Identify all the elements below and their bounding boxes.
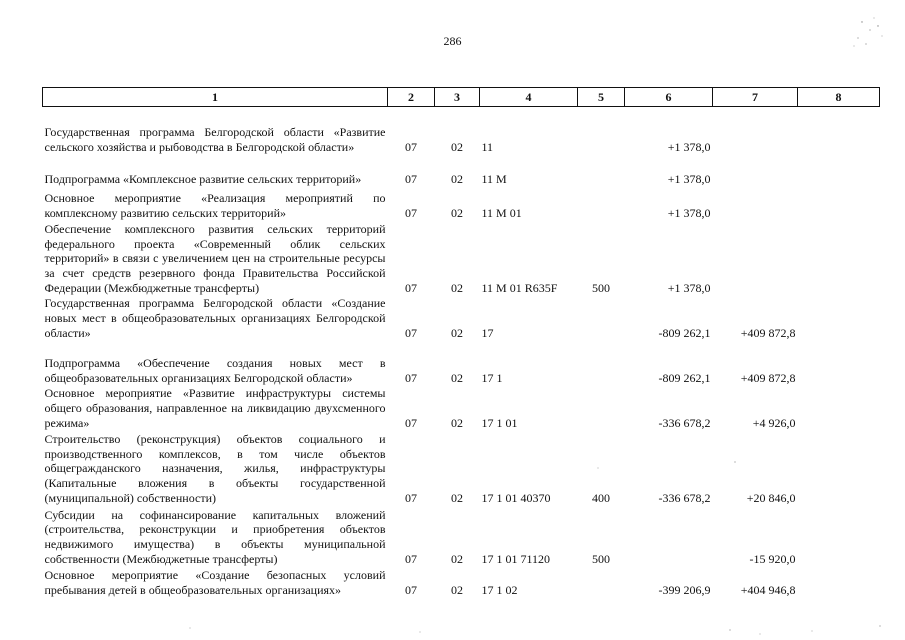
target-article-code: 11 М bbox=[481, 171, 507, 186]
expense-type-code bbox=[578, 341, 625, 386]
amount-col8 bbox=[798, 431, 880, 506]
amount-col7: -15 920,0 bbox=[749, 551, 796, 566]
expense-type-code bbox=[578, 155, 625, 187]
expense-type-code bbox=[578, 386, 625, 431]
row-description: Основное мероприятие «Создание безопасных условий пребывания детей в общеобразовательных организациях» bbox=[44, 568, 386, 597]
col-header-6: 6 bbox=[625, 88, 713, 107]
expense-type-code: 400 bbox=[592, 490, 610, 505]
amount-col7 bbox=[713, 107, 798, 155]
section-code: 07 bbox=[405, 139, 417, 154]
target-article-code: 17 1 01 bbox=[481, 415, 518, 430]
expense-type-code bbox=[578, 296, 625, 341]
subsection-code: 02 bbox=[451, 551, 463, 566]
amount-col6: -336 678,2 bbox=[658, 415, 711, 430]
target-article-code: 11 М 01 R635F bbox=[481, 280, 558, 295]
table-row bbox=[43, 506, 880, 567]
amount-col7 bbox=[713, 155, 798, 187]
row-description: Субсидии на софинансирование капитальных вложений (строительства, реконструкции и приобретения объектов недвижимого имущества) в объекты муниципальной собственности (Межбюджетные трансферты) bbox=[44, 507, 386, 566]
amount-col7: +409 872,8 bbox=[740, 325, 796, 340]
col-header-5: 5 bbox=[578, 88, 625, 107]
row-description: Строительство (реконструкция) объектов социального и производственного комплексов, в том числе объектов общегражданского назначения, жилья, инфраструктуры (Капитальные вложения в объекты государственной (муниципальной) собственности) bbox=[44, 431, 386, 505]
amount-col7: +4 926,0 bbox=[752, 415, 796, 430]
col-header-2: 2 bbox=[388, 88, 435, 107]
section-code: 07 bbox=[405, 551, 417, 566]
row-description: Основное мероприятие «Развитие инфраструктуры системы общего образования, направленное на ликвидацию двухсменного режима» bbox=[44, 386, 386, 430]
table-row bbox=[43, 567, 880, 598]
amount-col7: +20 846,0 bbox=[746, 490, 796, 505]
expense-type-code bbox=[578, 107, 625, 155]
expense-type-code bbox=[578, 187, 625, 221]
subsection-code: 02 bbox=[451, 280, 463, 295]
expense-type-code: 500 bbox=[592, 280, 610, 295]
subsection-code: 02 bbox=[451, 415, 463, 430]
section-code: 07 bbox=[405, 582, 417, 597]
section-code: 07 bbox=[405, 171, 417, 186]
col-header-7: 7 bbox=[713, 88, 798, 107]
target-article-code: 11 bbox=[481, 139, 494, 154]
amount-col7: +404 946,8 bbox=[740, 582, 796, 597]
amount-col6: +1 378,0 bbox=[667, 139, 711, 154]
subsection-code: 02 bbox=[451, 139, 463, 154]
amount-col6: -399 206,9 bbox=[658, 582, 711, 597]
section-code: 07 bbox=[405, 205, 417, 220]
target-article-code: 17 1 02 bbox=[481, 582, 518, 597]
table-row bbox=[43, 341, 880, 386]
amount-col7 bbox=[713, 221, 798, 296]
expense-type-code bbox=[578, 567, 625, 598]
amount-col7: +409 872,8 bbox=[740, 370, 796, 385]
subsection-code: 02 bbox=[451, 325, 463, 340]
col-header-4: 4 bbox=[480, 88, 578, 107]
subsection-code: 02 bbox=[451, 582, 463, 597]
amount-col8 bbox=[798, 341, 880, 386]
row-description: Обеспечение комплексного развития сельских территорий федерального проекта «Современный облик сельских территорий» в связи с увеличением цен на строительные ресурсы за счет средств резервного фонда Правительства Российской Федерации (Межбюджетные трансферты) bbox=[44, 221, 386, 295]
col-header-3: 3 bbox=[435, 88, 480, 107]
amount-col8 bbox=[798, 221, 880, 296]
section-code: 07 bbox=[405, 415, 417, 430]
amount-col6: +1 378,0 bbox=[667, 171, 711, 186]
amount-col7 bbox=[713, 187, 798, 221]
table-row bbox=[43, 187, 880, 221]
amount-col6: -809 262,1 bbox=[658, 370, 711, 385]
table-row bbox=[43, 107, 880, 155]
target-article-code: 17 1 01 71120 bbox=[481, 551, 551, 566]
amount-col8 bbox=[798, 506, 880, 567]
amount-col6: -809 262,1 bbox=[658, 325, 711, 340]
subsection-code: 02 bbox=[451, 171, 463, 186]
amount-col6: +1 378,0 bbox=[667, 280, 711, 295]
row-description: Подпрограмма «Комплексное развитие сельских территорий» bbox=[44, 171, 362, 186]
amount-col8 bbox=[798, 107, 880, 155]
amount-col8 bbox=[798, 155, 880, 187]
row-description: Государственная программа Белгородской области «Создание новых мест в общеобразовательных организациях Белгородской области» bbox=[44, 296, 386, 340]
table-row bbox=[43, 431, 880, 506]
amount-col6: -336 678,2 bbox=[658, 490, 711, 505]
table-row bbox=[43, 155, 880, 187]
section-code: 07 bbox=[405, 370, 417, 385]
amount-col8 bbox=[798, 187, 880, 221]
section-code: 07 bbox=[405, 280, 417, 295]
row-description: Подпрограмма «Обеспечение создания новых мест в общеобразовательных организациях Белгородской области» bbox=[44, 356, 386, 385]
budget-table bbox=[42, 87, 880, 598]
row-description: Государственная программа Белгородской области «Развитие сельского хозяйства и рыбоводства в Белгородской области» bbox=[44, 125, 386, 154]
target-article-code: 17 1 bbox=[481, 370, 503, 385]
subsection-code: 02 bbox=[451, 490, 463, 505]
section-code: 07 bbox=[405, 325, 417, 340]
amount-col8 bbox=[798, 296, 880, 341]
page-number: 286 bbox=[443, 34, 462, 48]
section-code: 07 bbox=[405, 490, 417, 505]
table-row bbox=[43, 221, 880, 296]
amount-col8 bbox=[798, 567, 880, 598]
target-article-code: 17 1 01 40370 bbox=[481, 490, 551, 505]
subsection-code: 02 bbox=[451, 370, 463, 385]
expense-type-code: 500 bbox=[592, 551, 610, 566]
col-header-1: 1 bbox=[43, 88, 388, 107]
subsection-code: 02 bbox=[451, 205, 463, 220]
table-row bbox=[43, 296, 880, 341]
header-row bbox=[43, 88, 880, 107]
table-row bbox=[43, 386, 880, 431]
amount-col6 bbox=[625, 506, 713, 567]
row-description: Основное мероприятие «Реализация мероприятий по комплексному развитию сельских территорий» bbox=[44, 191, 386, 220]
target-article-code: 11 М 01 bbox=[481, 205, 522, 220]
col-header-8: 8 bbox=[798, 88, 880, 107]
amount-col6: +1 378,0 bbox=[667, 205, 711, 220]
amount-col8 bbox=[798, 386, 880, 431]
target-article-code: 17 bbox=[481, 325, 494, 340]
